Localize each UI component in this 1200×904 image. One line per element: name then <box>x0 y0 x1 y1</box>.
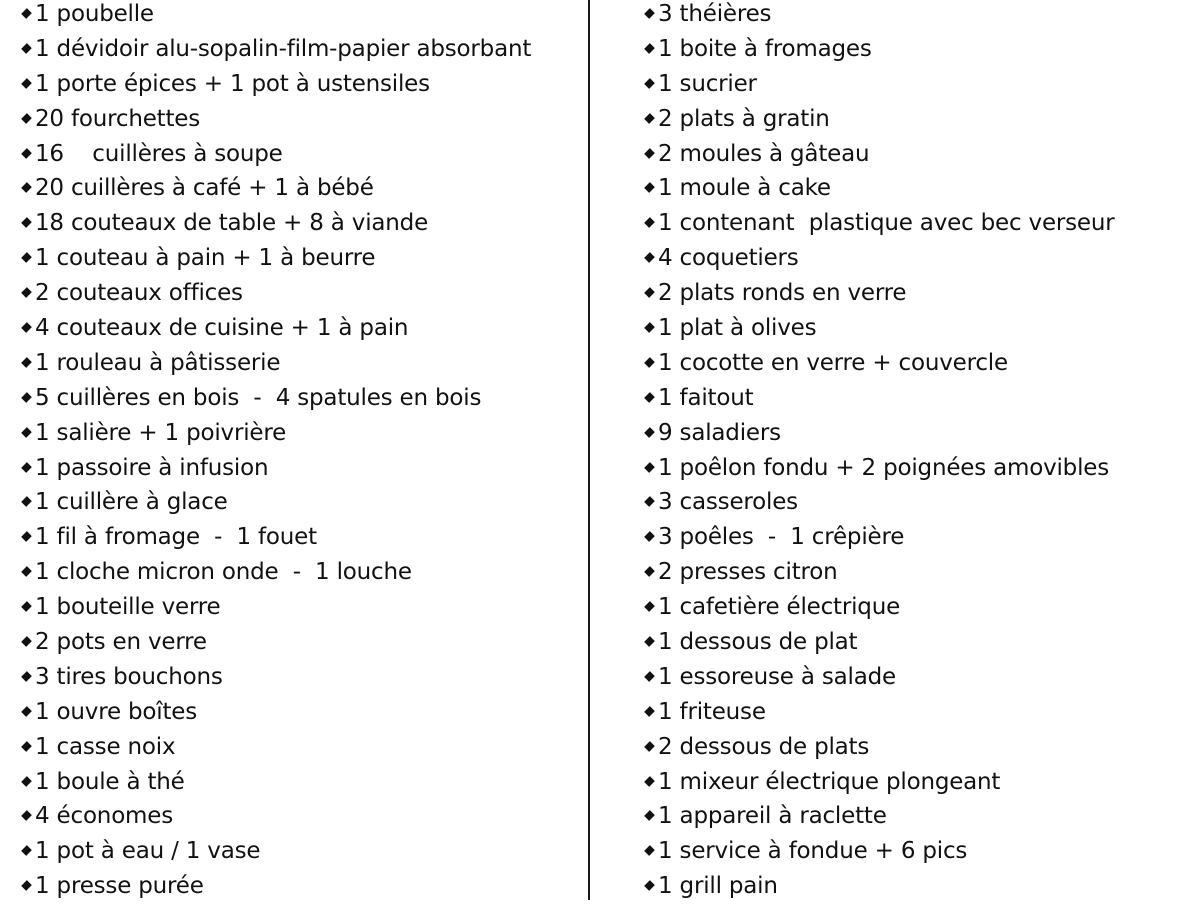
diamond-bullet-icon <box>644 357 655 368</box>
diamond-bullet-icon <box>644 566 655 577</box>
item-text: 1 dévidoir alu-sopalin-film-papier absorbant <box>35 35 532 62</box>
list-item <box>22 276 582 311</box>
diamond-bullet-icon <box>21 845 32 856</box>
diamond-bullet-icon <box>21 252 32 263</box>
item-text: 1 contenant plastique avec bec verseur <box>658 210 1115 237</box>
item-text: 1 salière + 1 poivrière <box>35 419 287 446</box>
item-text: 2 presses citron <box>658 559 838 586</box>
list-item <box>22 206 582 241</box>
diamond-bullet-icon <box>21 8 32 19</box>
list-item <box>645 869 1195 904</box>
item-text: 20 fourchettes <box>35 105 201 132</box>
diamond-bullet-icon <box>644 880 655 891</box>
diamond-bullet-icon <box>644 706 655 717</box>
item-text: 1 rouleau à pâtisserie <box>35 349 281 376</box>
item-text: 4 couteaux de cuisine + 1 à pain <box>35 315 409 342</box>
list-item <box>22 485 582 520</box>
left-inventory-list <box>22 0 582 904</box>
list-item <box>645 625 1195 660</box>
item-text: 1 pot à eau / 1 vase <box>35 838 261 865</box>
list-item <box>645 32 1195 67</box>
list-item <box>645 102 1195 137</box>
item-text: 1 boule à thé <box>35 768 185 795</box>
item-text: 1 mixeur électrique plongeant <box>658 768 1001 795</box>
item-text: 16 cuillères à soupe <box>35 140 283 167</box>
diamond-bullet-icon <box>21 706 32 717</box>
diamond-bullet-icon <box>21 880 32 891</box>
item-text: 1 porte épices + 1 pot à ustensiles <box>35 70 430 97</box>
list-item <box>645 276 1195 311</box>
diamond-bullet-icon <box>644 671 655 682</box>
diamond-bullet-icon <box>644 252 655 263</box>
item-text: 3 casseroles <box>658 489 798 516</box>
list-item <box>22 381 582 416</box>
diamond-bullet-icon <box>644 8 655 19</box>
diamond-bullet-icon <box>644 43 655 54</box>
item-text: 1 fil à fromage - 1 fouet <box>35 524 317 551</box>
list-item <box>645 660 1195 695</box>
diamond-bullet-icon <box>644 392 655 403</box>
diamond-bullet-icon <box>644 183 655 194</box>
item-text: 1 bouteille verre <box>35 594 221 621</box>
diamond-bullet-icon <box>21 217 32 228</box>
item-text: 1 casse noix <box>35 733 176 760</box>
column-divider <box>588 0 590 900</box>
list-item <box>22 695 582 730</box>
diamond-bullet-icon <box>644 287 655 298</box>
list-item <box>22 799 582 834</box>
item-text: 1 passoire à infusion <box>35 454 269 481</box>
list-item <box>22 451 582 486</box>
item-text: 18 couteaux de table + 8 à viande <box>35 210 429 237</box>
item-text: 1 moule à cake <box>658 175 831 202</box>
list-item <box>22 625 582 660</box>
list-item <box>22 137 582 172</box>
diamond-bullet-icon <box>644 113 655 124</box>
diamond-bullet-icon <box>21 531 32 542</box>
list-item <box>645 485 1195 520</box>
diamond-bullet-icon <box>644 497 655 508</box>
diamond-bullet-icon <box>21 183 32 194</box>
diamond-bullet-icon <box>644 811 655 822</box>
item-text: 1 appareil à raclette <box>658 803 887 830</box>
list-item <box>22 520 582 555</box>
diamond-bullet-icon <box>21 322 32 333</box>
item-text: 3 tires bouchons <box>35 663 223 690</box>
list-item <box>645 834 1195 869</box>
item-text: 1 ouvre boîtes <box>35 698 198 725</box>
list-item <box>645 241 1195 276</box>
item-text: 2 pots en verre <box>35 629 207 656</box>
item-text: 1 dessous de plat <box>658 629 858 656</box>
list-item <box>22 241 582 276</box>
list-item <box>22 346 582 381</box>
list-item <box>645 695 1195 730</box>
diamond-bullet-icon <box>21 497 32 508</box>
list-item <box>22 416 582 451</box>
diamond-bullet-icon <box>21 741 32 752</box>
diamond-bullet-icon <box>644 776 655 787</box>
item-text: 2 couteaux offices <box>35 280 243 307</box>
diamond-bullet-icon <box>21 78 32 89</box>
item-text: 1 couteau à pain + 1 à beurre <box>35 245 376 272</box>
item-text: 1 cafetière électrique <box>658 594 901 621</box>
item-text: 1 grill pain <box>658 873 778 900</box>
diamond-bullet-icon <box>644 148 655 159</box>
diamond-bullet-icon <box>644 462 655 473</box>
item-text: 1 faitout <box>658 384 754 411</box>
item-text: 2 plats à gratin <box>658 105 830 132</box>
item-text: 1 sucrier <box>658 70 757 97</box>
list-item <box>645 311 1195 346</box>
item-text: 1 cuillère à glace <box>35 489 228 516</box>
item-text: 4 coquetiers <box>658 245 799 272</box>
list-item <box>645 0 1195 32</box>
diamond-bullet-icon <box>21 43 32 54</box>
item-text: 2 dessous de plats <box>658 733 870 760</box>
diamond-bullet-icon <box>21 392 32 403</box>
list-item <box>645 555 1195 590</box>
list-item <box>645 730 1195 765</box>
item-text: 2 plats ronds en verre <box>658 280 907 307</box>
item-text: 1 essoreuse à salade <box>658 663 896 690</box>
diamond-bullet-icon <box>644 601 655 612</box>
list-item <box>645 67 1195 102</box>
diamond-bullet-icon <box>21 287 32 298</box>
item-text: 1 poubelle <box>35 1 154 27</box>
list-item <box>22 32 582 67</box>
item-text: 3 poêles - 1 crêpière <box>658 524 905 551</box>
list-item <box>22 869 582 904</box>
list-item <box>645 451 1195 486</box>
item-text: 1 service à fondue + 6 pics <box>658 838 968 865</box>
list-item <box>645 416 1195 451</box>
item-text: 4 économes <box>35 803 173 830</box>
list-item <box>22 311 582 346</box>
item-text: 2 moules à gâteau <box>658 140 870 167</box>
diamond-bullet-icon <box>21 148 32 159</box>
diamond-bullet-icon <box>21 462 32 473</box>
item-text: 1 cocotte en verre + couvercle <box>658 349 1008 376</box>
diamond-bullet-icon <box>21 636 32 647</box>
list-item <box>22 834 582 869</box>
right-inventory-list <box>645 0 1195 904</box>
diamond-bullet-icon <box>21 566 32 577</box>
diamond-bullet-icon <box>644 636 655 647</box>
item-text: 1 cloche micron onde - 1 louche <box>35 559 412 586</box>
list-item <box>22 67 582 102</box>
item-text: 9 saladiers <box>658 419 781 446</box>
diamond-bullet-icon <box>21 776 32 787</box>
item-text: 1 poêlon fondu + 2 poignées amovibles <box>658 454 1110 481</box>
list-item <box>22 555 582 590</box>
item-text: 20 cuillères à café + 1 à bébé <box>35 175 374 202</box>
item-text: 3 théières <box>658 1 772 27</box>
diamond-bullet-icon <box>21 811 32 822</box>
list-item <box>22 765 582 800</box>
item-text: 1 boite à fromages <box>658 35 872 62</box>
list-item <box>22 730 582 765</box>
list-item <box>22 0 582 32</box>
list-item <box>645 137 1195 172</box>
list-item <box>645 590 1195 625</box>
diamond-bullet-icon <box>644 427 655 438</box>
item-text: 1 plat à olives <box>658 315 817 342</box>
list-item <box>22 660 582 695</box>
list-item <box>22 171 582 206</box>
diamond-bullet-icon <box>644 845 655 856</box>
diamond-bullet-icon <box>644 217 655 228</box>
diamond-bullet-icon <box>644 741 655 752</box>
diamond-bullet-icon <box>21 601 32 612</box>
list-item <box>22 590 582 625</box>
list-item <box>645 765 1195 800</box>
list-item <box>645 171 1195 206</box>
list-item <box>645 381 1195 416</box>
item-text: 1 friteuse <box>658 698 766 725</box>
diamond-bullet-icon <box>21 357 32 368</box>
diamond-bullet-icon <box>21 113 32 124</box>
list-item <box>22 102 582 137</box>
list-item <box>645 799 1195 834</box>
item-text: 1 presse purée <box>35 873 204 900</box>
diamond-bullet-icon <box>644 322 655 333</box>
list-item <box>645 520 1195 555</box>
diamond-bullet-icon <box>21 671 32 682</box>
item-text: 5 cuillères en bois - 4 spatules en bois <box>35 384 482 411</box>
diamond-bullet-icon <box>644 78 655 89</box>
diamond-bullet-icon <box>21 427 32 438</box>
list-item <box>645 346 1195 381</box>
diamond-bullet-icon <box>644 531 655 542</box>
list-item <box>645 206 1195 241</box>
